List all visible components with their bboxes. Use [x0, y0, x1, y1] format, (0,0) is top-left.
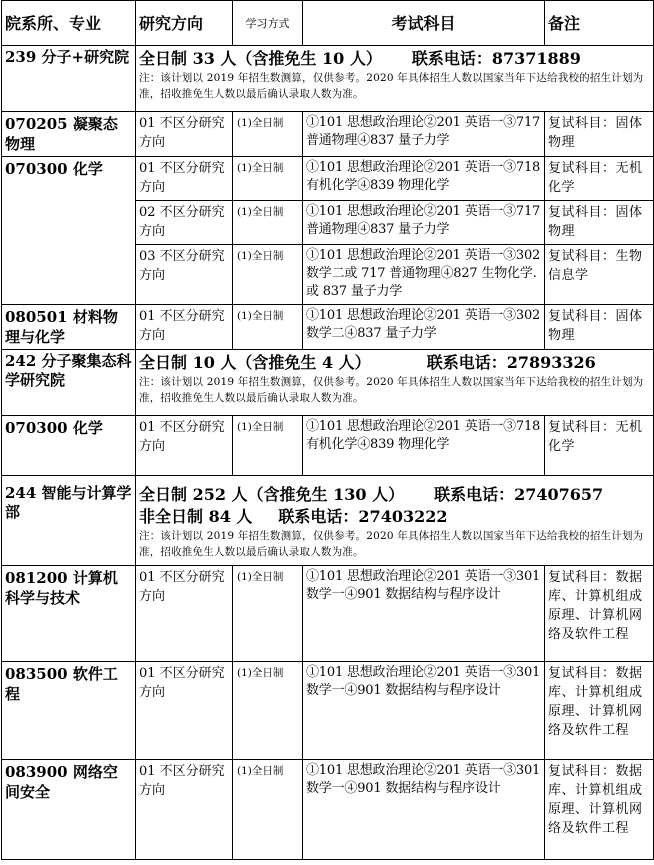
direction: 01 不区分研究方向	[136, 662, 233, 760]
header-mode: 学习方式	[233, 1, 303, 46]
major-name: 070300 化学	[2, 416, 136, 476]
dept-row	[2, 350, 654, 416]
exam-subjects: ①101 思想政治理论②201 英语一③301 数学一④901 数据结构与程序设计	[303, 662, 545, 760]
plan-line	[139, 48, 650, 70]
contact-phone: 联系电话：87371889	[411, 49, 581, 68]
exam-subjects: ①101 思想政治理论②201 英语一③301 数学一④901 数据结构与程序设计	[303, 566, 545, 662]
study-mode: (1)全日制	[233, 157, 303, 201]
major-row	[2, 305, 654, 350]
plan-cell	[136, 350, 654, 416]
header-subjects: 考试科目	[303, 1, 545, 46]
major-row	[2, 760, 654, 860]
dept-name: 239 分子+研究院	[2, 46, 136, 112]
plan-note: 注：该计划以 2019 年招生数测算，仅供参考。2020 年具体招生人数以国家当年下达给我校的招生计划为准，招收推免生人数以最后确认录取人数为准。	[139, 376, 644, 404]
major-name: 083500 软件工程	[2, 662, 136, 760]
remark: 复试科目：无机化学	[545, 416, 654, 476]
study-mode: (1)全日制	[233, 566, 303, 662]
plan-quota: 全日制 33 人（含推免生 10 人）	[139, 49, 382, 68]
remark: 复试科目：无机化学	[545, 157, 654, 201]
remark: 复试科目：数据库、计算机组成原理、计算机网络及软件工程	[545, 760, 654, 860]
exam-subjects: ①101 思想政治理论②201 英语一③718 有机化学④839 物理化学	[303, 416, 545, 476]
plan-quota: 全日制 10 人（含推免生 4 人）	[139, 353, 371, 372]
study-mode: (1)全日制	[233, 245, 303, 305]
exam-subjects: ①101 思想政治理论②201 英语一③302 数学二④837 量子力学	[303, 305, 545, 350]
exam-subjects: ①101 思想政治理论②201 英语一③717 普通物理④837 量子力学	[303, 201, 545, 245]
remark: 复试科目：固体物理	[545, 305, 654, 350]
major-name: 080501 材料物理与化学	[2, 305, 136, 350]
major-name: 081200 计算机科学与技术	[2, 566, 136, 662]
plan-line	[139, 506, 650, 528]
direction: 01 不区分研究方向	[136, 566, 233, 662]
direction: 01 不区分研究方向	[136, 416, 233, 476]
header-dept: 院系所、专业	[2, 1, 136, 46]
direction: 03 不区分研究方向	[136, 245, 233, 305]
major-row	[2, 112, 654, 157]
remark: 复试科目：数据库、计算机组成原理、计算机网络及软件工程	[545, 662, 654, 760]
plan-quota: 非全日制 84 人	[139, 507, 253, 526]
study-mode: (1)全日制	[233, 201, 303, 245]
header-remark: 备注	[545, 1, 654, 46]
study-mode: (1)全日制	[233, 416, 303, 476]
dept-row	[2, 476, 654, 566]
contact-phone: 联系电话：27403222	[278, 507, 448, 526]
major-name: 083900 网络空间安全	[2, 760, 136, 860]
study-mode: (1)全日制	[233, 760, 303, 860]
major-row	[2, 157, 654, 201]
plan-line	[139, 352, 650, 374]
contact-phone: 联系电话：27407657	[434, 485, 604, 504]
admissions-table	[1, 0, 654, 860]
remark: 复试科目：数据库、计算机组成原理、计算机网络及软件工程	[545, 566, 654, 662]
plan-cell	[136, 476, 654, 566]
major-row	[2, 416, 654, 476]
header-direction: 研究方向	[136, 1, 233, 46]
direction: 02 不区分研究方向	[136, 201, 233, 245]
major-row	[2, 566, 654, 662]
remark: 复试科目：固体物理	[545, 201, 654, 245]
exam-subjects: ①101 思想政治理论②201 英语一③717 普通物理④837 量子力学	[303, 112, 545, 157]
major-name: 070300 化学	[2, 157, 136, 305]
plan-quota: 全日制 252 人（含推免生 130 人）	[139, 485, 405, 504]
plan-cell	[136, 46, 654, 112]
study-mode: (1)全日制	[233, 112, 303, 157]
direction: 01 不区分研究方向	[136, 305, 233, 350]
dept-name: 244 智能与计算学部	[2, 476, 136, 566]
remark: 复试科目：生物信息学	[545, 245, 654, 305]
plan-note: 注：该计划以 2019 年招生数测算，仅供参考。2020 年具体招生人数以国家当年下达给我校的招生计划为准，招收推免生人数以最后确认录取人数为准。	[139, 530, 644, 558]
study-mode: (1)全日制	[233, 662, 303, 760]
dept-name: 242 分子聚集态科学研究院	[2, 350, 136, 416]
exam-subjects: ①101 思想政治理论②201 英语一③301 数学一④901 数据结构与程序设计	[303, 760, 545, 860]
direction: 01 不区分研究方向	[136, 760, 233, 860]
plan-note: 注：该计划以 2019 年招生数测算，仅供参考。2020 年具体招生人数以国家当年下达给我校的招生计划为准，招收推免生人数以最后确认录取人数为准。	[139, 72, 644, 100]
exam-subjects: ①101 思想政治理论②201 英语一③302 数学二或 717 普通物理④827 生物化学.或 837 量子力学	[303, 245, 545, 305]
direction: 01 不区分研究方向	[136, 112, 233, 157]
major-row	[2, 662, 654, 760]
major-name: 070205 凝聚态物理	[2, 112, 136, 157]
dept-row	[2, 46, 654, 112]
exam-subjects: ①101 思想政治理论②201 英语一③718 有机化学④839 物理化学	[303, 157, 545, 201]
contact-phone: 联系电话：27893326	[426, 353, 596, 372]
direction: 01 不区分研究方向	[136, 157, 233, 201]
plan-line	[139, 484, 650, 506]
study-mode: (1)全日制	[233, 305, 303, 350]
remark: 复试科目：固体物理	[545, 112, 654, 157]
header-row	[2, 1, 654, 46]
